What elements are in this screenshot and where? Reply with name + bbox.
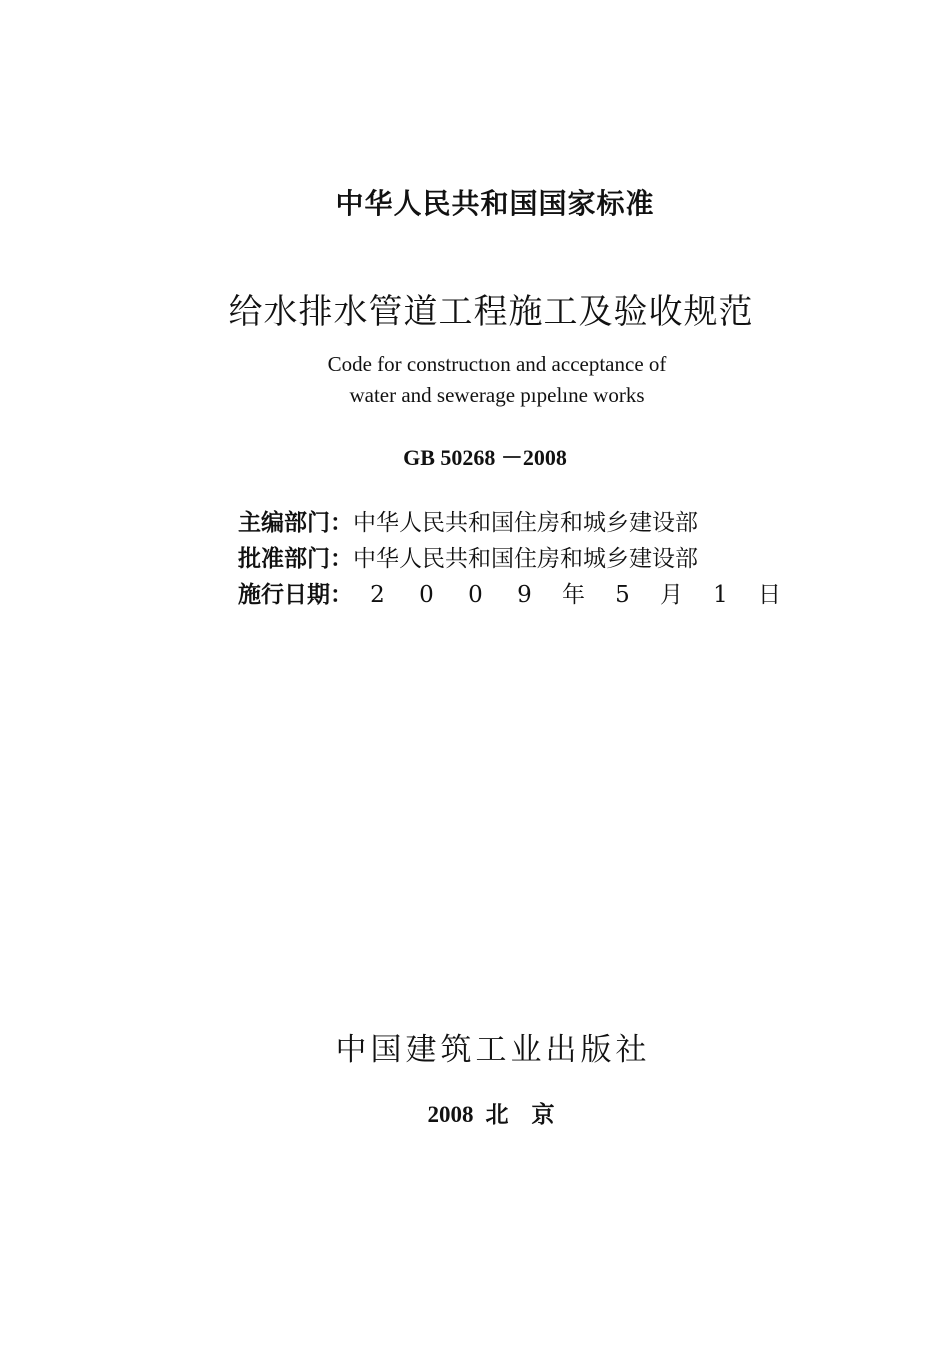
effective-date-part: 月 bbox=[660, 582, 683, 608]
document-title-en-line2: water and sewerage pıpelıne works bbox=[349, 383, 645, 407]
effective-date-part: 0 bbox=[468, 582, 483, 608]
effective-date-part: 2 bbox=[370, 582, 385, 608]
document-title-cn: 给水排水管道工程施工及验收规范 bbox=[228, 292, 754, 332]
approver-department-row bbox=[238, 540, 698, 573]
effective-date-label: 施行日期： bbox=[238, 582, 353, 608]
effective-date-part: 1 bbox=[713, 582, 728, 608]
approver-department-label: 批准部门： bbox=[238, 546, 353, 572]
approver-department-value: 中华人民共和国住房和城乡建设部 bbox=[353, 546, 698, 572]
editor-department-row bbox=[238, 504, 698, 537]
standard-series: 中华人民共和国国家标准 bbox=[335, 187, 655, 220]
editor-department-label: 主编部门： bbox=[238, 510, 353, 536]
effective-date-row bbox=[238, 576, 794, 609]
publication-year: 2008 bbox=[427, 1102, 474, 1127]
editor-department-value: 中华人民共和国住房和城乡建设部 bbox=[353, 510, 698, 536]
effective-date-part: 9 bbox=[517, 582, 532, 608]
effective-date-part: 日 bbox=[758, 582, 781, 608]
document-title-en-line1: Code for constructıon and acceptance of bbox=[327, 352, 667, 376]
publication-info bbox=[16, 1096, 950, 1129]
effective-date-part: 年 bbox=[562, 582, 585, 608]
publication-city: 北 京 bbox=[485, 1102, 555, 1127]
effective-date-part: 0 bbox=[419, 582, 434, 608]
standard-code: GB 50268 －2008 bbox=[403, 445, 567, 470]
effective-date-part: 5 bbox=[615, 582, 630, 608]
effective-date-value bbox=[353, 582, 794, 608]
publisher-name: 中国建筑工业出版社 bbox=[335, 1032, 651, 1068]
